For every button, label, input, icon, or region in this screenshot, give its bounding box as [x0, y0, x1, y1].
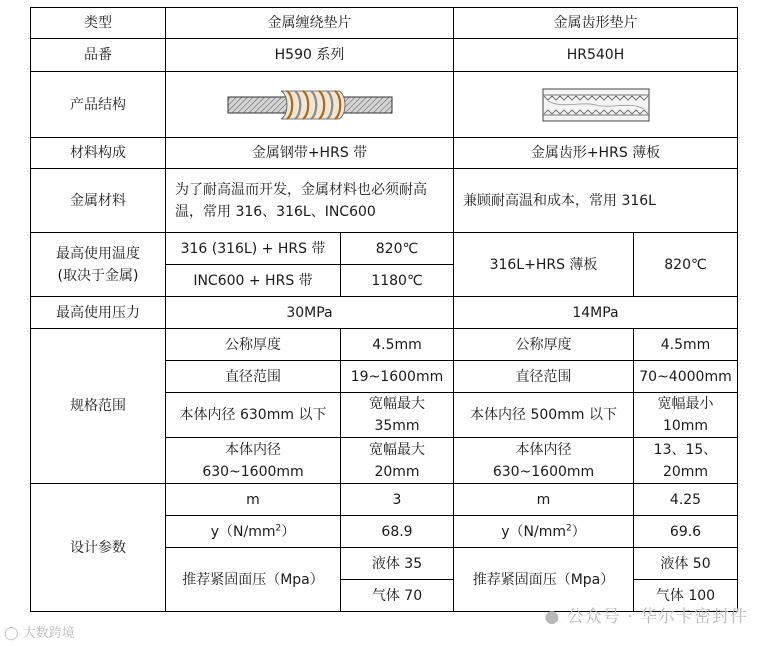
y-label-serrated-close: ）	[571, 523, 586, 540]
temp-spiral-material-2: INC600 + HRS 带	[166, 265, 341, 297]
width1-label-spiral: 本体内径 630mm 以下	[166, 393, 341, 438]
row-type	[31, 8, 738, 39]
label-composition: 材料构成	[31, 138, 166, 169]
serrated-gasket-diagram	[542, 87, 650, 123]
temp-serrated-material: 316L+HRS 薄板	[454, 233, 634, 297]
width2-label-serrated	[454, 438, 634, 484]
temp-spiral-material-1: 316 (316L) + HRS 带	[166, 233, 341, 265]
diameter-label-serrated: 直径范围	[454, 361, 634, 393]
seat-gas-serrated: 气体 100	[634, 580, 738, 612]
width2-value-spiral-line2: 20mm	[374, 463, 420, 480]
watermark-source	[4, 622, 75, 641]
diameter-value-spiral: 19~1600mm	[341, 361, 454, 393]
row-max-temp-1	[31, 233, 738, 265]
seat-liquid-spiral: 液体 35	[341, 548, 454, 580]
width2-value-serrated-line1: 13、15、	[653, 441, 718, 458]
temp-spiral-value-2: 1180℃	[341, 265, 454, 297]
structure-spiral-cell	[166, 72, 454, 138]
width2-value-spiral-line1: 宽幅最大	[369, 441, 425, 458]
diameter-value-serrated: 70~4000mm	[634, 361, 738, 393]
row-thickness	[31, 329, 738, 361]
width2-label-spiral-line2: 630~1600mm	[202, 463, 304, 480]
seat-liquid-serrated: 液体 50	[634, 548, 738, 580]
metal-serrated: 兼顾耐高温和成本，常用 316L	[454, 169, 738, 233]
comparison-table	[30, 7, 738, 612]
seat-label-spiral: 推荐紧固面压（Mpa）	[166, 548, 341, 612]
width1-label-serrated: 本体内径 500mm 以下	[454, 393, 634, 438]
part-no-serrated: HR540H	[454, 39, 738, 72]
label-metal: 金属材料	[31, 169, 166, 233]
label-part-no: 品番	[31, 39, 166, 72]
row-m	[31, 484, 738, 516]
seat-label-serrated: 推荐紧固面压（Mpa）	[454, 548, 634, 612]
label-max-temp-line2: (取决于金属)	[57, 267, 139, 284]
temp-spiral-value-1: 820℃	[341, 233, 454, 265]
row-max-pressure	[31, 297, 738, 329]
width2-value-serrated-line2: 20mm	[662, 463, 709, 480]
pressure-spiral: 30MPa	[166, 297, 454, 329]
width2-label-serrated-line2: 630~1600mm	[492, 463, 595, 480]
row-part-no	[31, 39, 738, 72]
y-label-spiral-close: ）	[281, 523, 296, 540]
width2-label-spiral-line1: 本体内径	[225, 441, 281, 458]
m-label-serrated: m	[454, 484, 634, 516]
structure-serrated-cell	[454, 72, 738, 138]
m-label-spiral: m	[166, 484, 341, 516]
thickness-label-serrated: 公称厚度	[454, 329, 634, 361]
spiral-wound-gasket-diagram	[227, 89, 393, 121]
width1-value-serrated-line1: 宽幅最小	[657, 396, 714, 412]
y-label-serrated	[454, 516, 634, 548]
row-structure	[31, 72, 738, 138]
y-value-spiral: 68.9	[341, 516, 454, 548]
seat-gas-spiral: 气体 70	[341, 580, 454, 612]
width1-value-spiral-line2: 35mm	[374, 418, 420, 434]
y-label-spiral-text: y（N/mm	[210, 523, 276, 540]
y-label-spiral-sup: 2	[275, 522, 282, 533]
thickness-label-spiral: 公称厚度	[166, 329, 341, 361]
width1-value-serrated	[634, 393, 738, 438]
metal-spiral: 为了耐高温而开发，金属材料也必须耐高温，常用 316、316L、INC600	[166, 169, 454, 233]
watermark-source-text: 大数跨境	[22, 626, 75, 641]
part-no-spiral: H590 系列	[166, 39, 454, 72]
m-value-spiral: 3	[341, 484, 454, 516]
row-composition	[31, 138, 738, 169]
width2-value-spiral	[341, 438, 454, 484]
width2-label-serrated-line1: 本体内径	[515, 441, 572, 458]
source-logo-icon: ◯	[4, 626, 19, 641]
m-value-serrated: 4.25	[634, 484, 738, 516]
label-spec: 规格范围	[31, 329, 166, 484]
label-max-pressure: 最高使用压力	[31, 297, 166, 329]
label-structure: 产品结构	[31, 72, 166, 138]
y-value-serrated: 69.6	[634, 516, 738, 548]
width2-value-serrated	[634, 438, 738, 484]
y-label-serrated-sup: 2	[566, 522, 572, 533]
label-max-temp-line1: 最高使用温度	[56, 245, 140, 262]
watermark-wechat	[545, 602, 748, 627]
label-max-temp	[31, 233, 166, 297]
y-label-spiral	[166, 516, 341, 548]
thickness-value-spiral: 4.5mm	[341, 329, 454, 361]
label-type: 类型	[31, 8, 166, 39]
wechat-icon: ●	[544, 607, 561, 627]
composition-serrated: 金属齿形+HRS 薄板	[454, 138, 738, 169]
pressure-serrated: 14MPa	[454, 297, 738, 329]
row-metal	[31, 169, 738, 233]
temp-serrated-value: 820℃	[634, 233, 738, 297]
watermark-wechat-text: 公众号 · 华尔卡密封件	[566, 607, 748, 627]
diameter-label-spiral: 直径范围	[166, 361, 341, 393]
composition-spiral: 金属钢带+HRS 带	[166, 138, 454, 169]
header-serrated: 金属齿形垫片	[454, 8, 738, 39]
width1-value-spiral	[341, 393, 454, 438]
width2-label-spiral	[166, 438, 341, 484]
thickness-value-serrated: 4.5mm	[634, 329, 738, 361]
width1-value-serrated-line2: 10mm	[662, 418, 709, 434]
y-label-serrated-text: y（N/mm	[501, 523, 566, 540]
label-design: 设计参数	[31, 484, 166, 612]
width1-value-spiral-line1: 宽幅最大	[369, 396, 425, 412]
header-spiral-wound: 金属缠绕垫片	[166, 8, 454, 39]
